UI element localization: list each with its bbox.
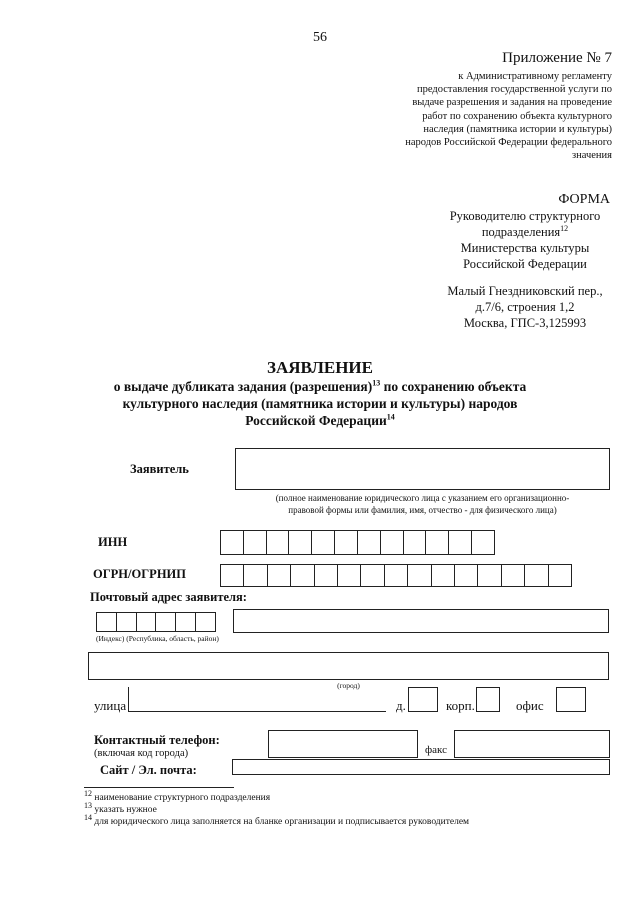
footnote-ref: 14 [386,412,395,422]
footnote-ref: 12 [560,223,569,233]
addressee-line: подразделения$^{12}$ [481,223,569,239]
postal-address-label: Почтовый адрес заявителя: [90,590,247,604]
street-field[interactable] [128,711,386,712]
subtitle-line: культурного наследия (памятника истории и культуры) народов [122,396,518,411]
subtitle-line: о выдаче дубликата задания (разрешения)$^{13}$ по сохранению объекта [113,378,527,394]
addressee-block [420,208,630,272]
footnote: $^{12}$ наименование структурного подразделения [84,788,271,803]
hint-line: (полное наименование юридического лица с указанием его организационно- [275,493,570,503]
addressee-line: Министерства культуры [460,241,590,255]
address-block [420,283,630,331]
address-line: Малый Гнездниковский пер., [447,284,603,298]
applicant-label: Заявитель [130,462,189,476]
page-subtitle [0,378,640,429]
region-field[interactable] [233,609,609,633]
appendix-line: к Административному регламенту [458,71,612,82]
phone-label: Контактный телефон: [94,733,220,747]
appendix-line: работ по сохранению объекта культурного [422,110,612,122]
page-title: ЗАЯВЛЕНИЕ [266,358,373,377]
ogrn-field[interactable] [220,564,572,587]
subtitle-line: Российской Федерации$^{14}$ [245,412,395,428]
address-line: д.7/6, строения 1,2 [475,300,575,314]
street-label: улица [94,698,127,713]
city-hint: (город) [337,681,360,690]
phone-hint: (включая код города) [94,748,189,759]
footnote-divider [84,787,234,788]
building-field[interactable] [476,687,500,712]
appendix-line: значения [571,150,612,162]
appendix-line: народов Российской Федерации федерального [405,137,612,149]
footnotes [84,788,470,828]
hint-line: правовой формы или фамилия, имя, отчество - для физического лица) [288,505,557,515]
addressee-line: Российской Федерации [463,257,587,271]
appendix-reference [332,70,612,162]
addressee-line: Руководителю структурного [449,209,601,223]
applicant-name-field[interactable] [235,448,610,490]
phone-field[interactable] [268,730,418,758]
street-field-edge [128,687,129,712]
inn-field[interactable] [220,530,495,555]
footnote-ref: 13 [372,378,381,388]
address-line: Москва, ГПС-3,125993 [463,316,587,330]
ogrn-label: ОГРН/ОГРНИП [93,567,186,581]
appendix-line: предоставления государственной услуги по [417,84,612,96]
appendix-line: наследия (памятника истории и культуры) [423,123,612,135]
inn-label: ИНН [98,535,128,549]
office-field[interactable] [556,687,586,712]
fax-label: факс [425,744,447,756]
footnote: $^{14}$ для юридического лица заполняется на бланке организации и подписывается руководителем [84,812,470,827]
office-label: офис [516,698,544,713]
footnote: $^{13}$ указать нужное [84,800,157,815]
appendix-line: выдаче разрешения и задания на проведение [412,97,612,109]
house-label: д. [396,698,406,713]
form-label: ФОРМА [558,192,610,207]
city-field[interactable] [88,652,609,680]
index-region-hint: (Индекс) (Республика, область, район) [96,634,219,643]
applicant-hint [235,492,610,516]
appendix-title: Приложение № 7 [502,50,612,66]
fax-field[interactable] [454,730,610,758]
postal-index-field[interactable] [96,612,216,632]
building-label: корп. [446,698,475,713]
page-number: 56 [313,30,327,45]
house-field[interactable] [408,687,438,712]
site-email-field[interactable] [232,759,610,775]
site-email-label: Сайт / Эл. почта: [100,763,197,777]
